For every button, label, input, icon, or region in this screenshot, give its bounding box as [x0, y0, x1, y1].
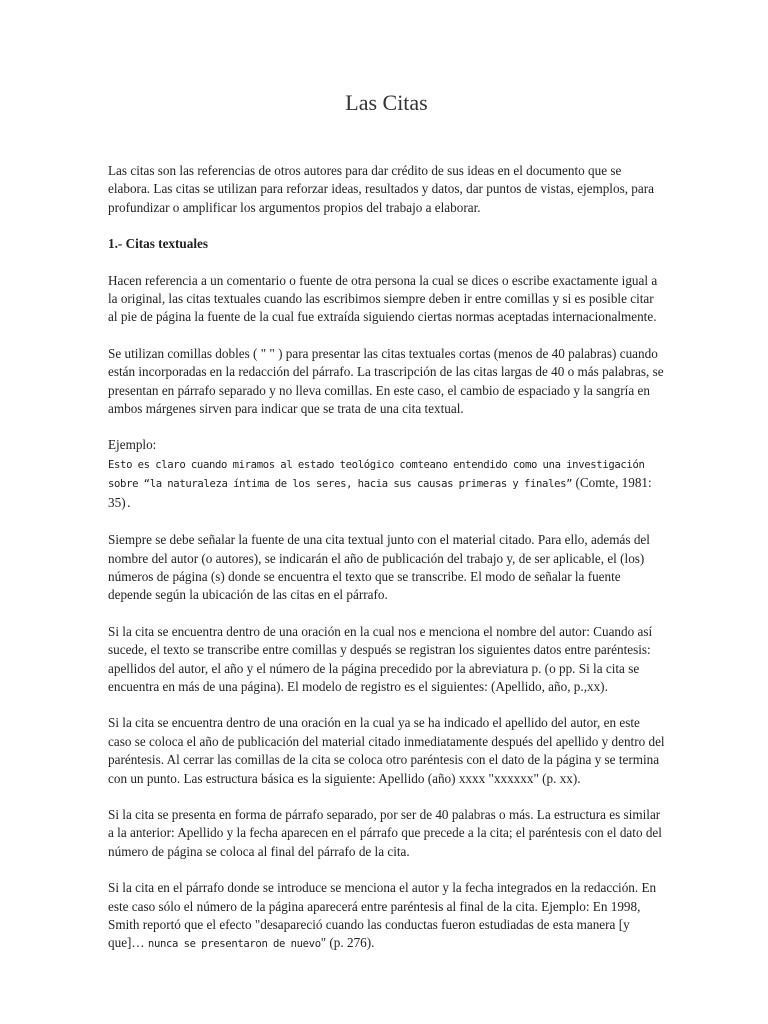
document-page: [108, 88, 665, 972]
paragraph-integrado-mono: nunca se presentaron de nuevo: [147, 938, 321, 951]
paragraph-integrado-end: " (p. 276).: [320, 935, 375, 951]
page-title: Las Citas: [345, 90, 428, 115]
example-quote-text: Esto es claro cuando miramos al estado teológico comteano entendido como una investigación sobre “la naturaleza íntima de los seres, hacia sus causas primeras y finales”: [108, 458, 645, 491]
paragraph-integrado-start: Si la cita en el párrafo donde se introduce se menciona el autor y la fecha integrados en la redacción. En este caso sólo el número de la página aparecerá entre paréntesis al final de la cita. Ejemplo: En 1998, Smith reportó que el efecto "desapareció cuando las conductas fueron estudiadas de esta manera [y que]…: [108, 880, 657, 951]
example-quote: [108, 455, 665, 513]
paragraph-separado: Si la cita se presenta en forma de párrafo separado, por ser de 40 palabras o más. La estructura es similar a la anterior: Apellido y la fecha aparecen en el párrafo que precede a la cita; el paréntesis con el dato del número de página se coloca al final del párrafo de la cita.: [108, 806, 662, 859]
paragraph-con-autor: Si la cita se encuentra dentro de una oración en la cual ya se ha indicado el apellido del autor, en este caso se coloca el año de publicación del material citado inmediatamente después del apellido y dentro del paréntesis. Al cerrar las comillas de la cita se coloca otro paréntesis con el dato de la página y se termina con un punto. Las estructura básica es la siguiente: Apellido (año) xxxx "xxxxxx" (p. xx).: [108, 715, 665, 786]
paragraph-sin-autor: Si la cita se encuentra dentro de una oración en la cual nos e menciona el nombre del autor: Cuando así sucede, el texto se transcribe entre comillas y después se registran los siguientes datos entre paréntesis: apellidos del autor, el año y el número de la página precedido por la abreviatura p. (o pp. Si la cita se encuentra en más de una página). El modelo de registro es el siguientes: (Apellido, año, p.,xx).: [108, 623, 653, 694]
section-heading-citas-textuales: 1.- Citas textuales: [108, 236, 208, 252]
example-label: Ejemplo:: [108, 437, 157, 453]
example-block: [108, 436, 665, 513]
paragraph-definition: Hacen referencia a un comentario o fuente de otra persona la cual se dices o escribe exactamente igual a la original, las citas textuales cuando las escribimos siempre deben ir entre comillas y si es posible citar al pie de página la fuente de la cual fue extraída siguiendo ciertas normas aceptadas internacionalmente.: [108, 272, 658, 325]
paragraph-comillas: Se utilizan comillas dobles ( " " ) para presentar las citas textuales cortas (menos de 40 palabras) cuando están incorporadas en la redacción del párrafo. La trascripción de las citas largas de 40 o más palabras, se presentan en párrafo separado y no lleva comillas. En este caso, el cambio de espaciado y la sangría en ambos márgenes sirven para indicar que se trata de una cita textual.: [108, 345, 664, 417]
intro-paragraph: Las citas son las referencias de otros autores para dar crédito de sus ideas en el documento que se elabora. Las citas se utilizan para reforzar ideas, resultados y datos, dar puntos de vistas, ejemplos, para profundizar o amplificar los argumentos propios del trabajo a elaborar.: [108, 163, 654, 215]
example-citation: (Comte, 1981: 35): [108, 475, 652, 510]
paragraph-integrado: [108, 879, 665, 954]
example-quote-end: .: [125, 497, 132, 510]
paragraph-fuente: Siempre se debe señalar la fuente de una cita textual junto con el material citado. Para ello, además del nombre del autor (o autores), se indicarán el año de publicación del trabajo y, de ser aplicable, el (los) números de página (s) donde se encuentra el texto que se transcribe. El modo de señalar la fuente depende según la ubicación de las citas en el párrafo.: [108, 532, 650, 603]
